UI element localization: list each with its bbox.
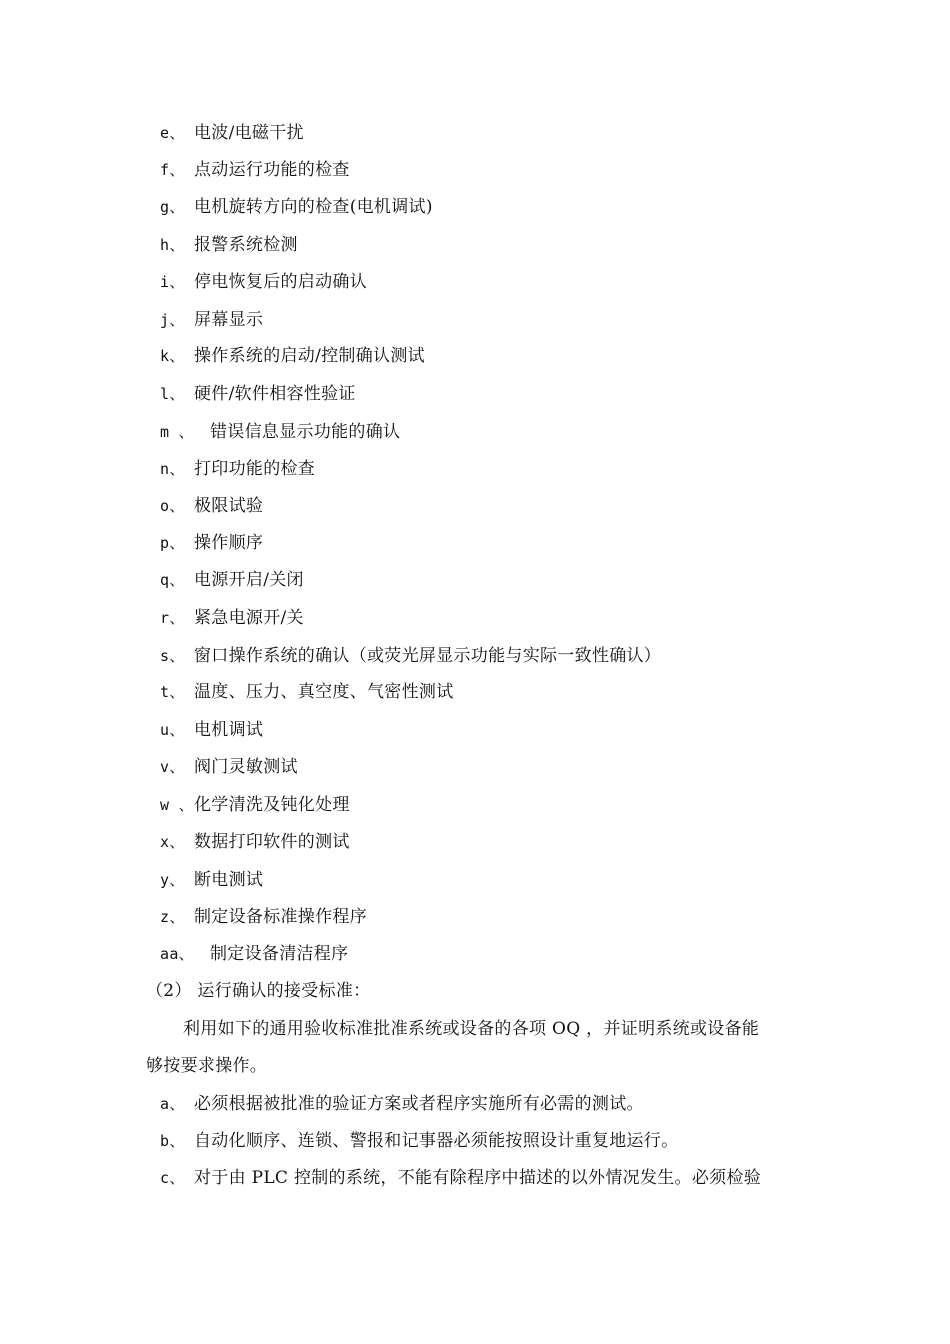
list-text: 电机旋转方向的检查(电机调试) [194, 197, 433, 217]
list-item [160, 495, 263, 517]
list-item [160, 906, 367, 928]
list-marker: g、 [160, 198, 185, 216]
list-item [160, 794, 350, 816]
list-text: 打印功能的检查 [194, 459, 316, 479]
criteria-marker: c、 [160, 1169, 185, 1187]
list-text: 窗口操作系统的确认（或荧光屏显示功能与实际一致性确认） [194, 646, 662, 666]
list-text: 制定设备标准操作程序 [194, 907, 367, 927]
list-item [160, 943, 348, 965]
list-text: 停电恢复后的启动确认 [194, 272, 367, 292]
list-marker: w 、 [160, 796, 194, 814]
criteria-marker: a、 [160, 1095, 185, 1113]
list-item [160, 831, 350, 853]
list-text: 硬件/软件相容性验证 [194, 384, 356, 404]
list-item [160, 234, 298, 256]
list-item [160, 383, 356, 405]
list-item [160, 532, 263, 554]
list-marker: m 、 [160, 423, 194, 441]
list-item [160, 159, 350, 181]
list-item [160, 271, 367, 293]
list-item [160, 756, 298, 778]
list-text: 断电测试 [194, 870, 264, 890]
list-marker: l、 [160, 385, 185, 403]
list-text: 数据打印软件的测试 [194, 832, 350, 852]
paragraph-line: 利用如下的通用验收标准批准系统或设备的各项 OQ ，并证明系统或设备能 [183, 1019, 760, 1039]
list-marker: i、 [160, 273, 185, 291]
list-text: 电机调试 [194, 720, 264, 740]
list-text: 极限试验 [194, 496, 264, 516]
criteria-item [160, 1167, 761, 1189]
list-marker: p、 [160, 534, 185, 552]
list-marker: h、 [160, 236, 185, 254]
list-marker: o、 [160, 497, 185, 515]
list-item [160, 196, 433, 218]
list-text: 屏幕显示 [194, 310, 264, 330]
list-text: 错误信息显示功能的确认 [210, 422, 401, 442]
list-marker: n、 [160, 460, 185, 478]
list-marker: s、 [160, 647, 185, 665]
list-item [160, 719, 263, 741]
list-text: 操作顺序 [194, 533, 264, 553]
criteria-marker: b、 [160, 1132, 185, 1150]
list-text: 温度、压力、真空度、气密性测试 [194, 682, 454, 702]
list-marker: r、 [160, 609, 185, 627]
list-text: 制定设备清洁程序 [210, 944, 349, 964]
list-text: 紧急电源开/关 [194, 608, 304, 628]
list-item [160, 645, 661, 667]
criteria-text: 自动化顺序、连锁、警报和记事器必须能按照设计重复地运行。 [194, 1131, 679, 1151]
list-marker: j、 [160, 311, 185, 329]
list-item [160, 122, 304, 144]
criteria-text: 对于由 PLC 控制的系统，不能有除程序中描述的以外情况发生。必须检验 [194, 1168, 762, 1188]
list-marker: e、 [160, 124, 185, 142]
list-item [160, 309, 263, 331]
list-text: 电源开启/关闭 [194, 570, 304, 590]
list-marker: z、 [160, 908, 185, 926]
list-marker: v、 [160, 758, 185, 776]
list-marker: k、 [160, 347, 185, 365]
criteria-item [160, 1093, 644, 1115]
list-marker: f、 [160, 161, 185, 179]
list-item [160, 458, 315, 480]
list-item [160, 869, 263, 891]
list-item [160, 421, 400, 443]
list-marker: t、 [160, 683, 185, 701]
list-marker: y、 [160, 871, 185, 889]
list-text: 报警系统检测 [194, 235, 298, 255]
list-text: 化学清洗及钝化处理 [194, 795, 350, 815]
list-marker: x、 [160, 833, 185, 851]
list-item [160, 569, 304, 591]
paragraph-line: 够按要求操作。 [146, 1056, 268, 1076]
list-marker: q、 [160, 571, 185, 589]
list-item [160, 607, 304, 629]
list-item [160, 345, 425, 367]
list-marker: u、 [160, 721, 185, 739]
list-text: 点动运行功能的检查 [194, 160, 350, 180]
list-item [160, 681, 454, 703]
list-text: 操作系统的启动/控制确认测试 [194, 346, 425, 366]
list-marker: aa、 [160, 945, 194, 963]
criteria-item [160, 1130, 678, 1152]
section-heading: （2） 运行确认的接受标准： [146, 981, 371, 1001]
list-text: 电波/电磁干扰 [194, 123, 304, 143]
criteria-text: 必须根据被批准的验证方案或者程序实施所有必需的测试。 [194, 1094, 644, 1114]
list-text: 阀门灵敏测试 [194, 757, 298, 777]
